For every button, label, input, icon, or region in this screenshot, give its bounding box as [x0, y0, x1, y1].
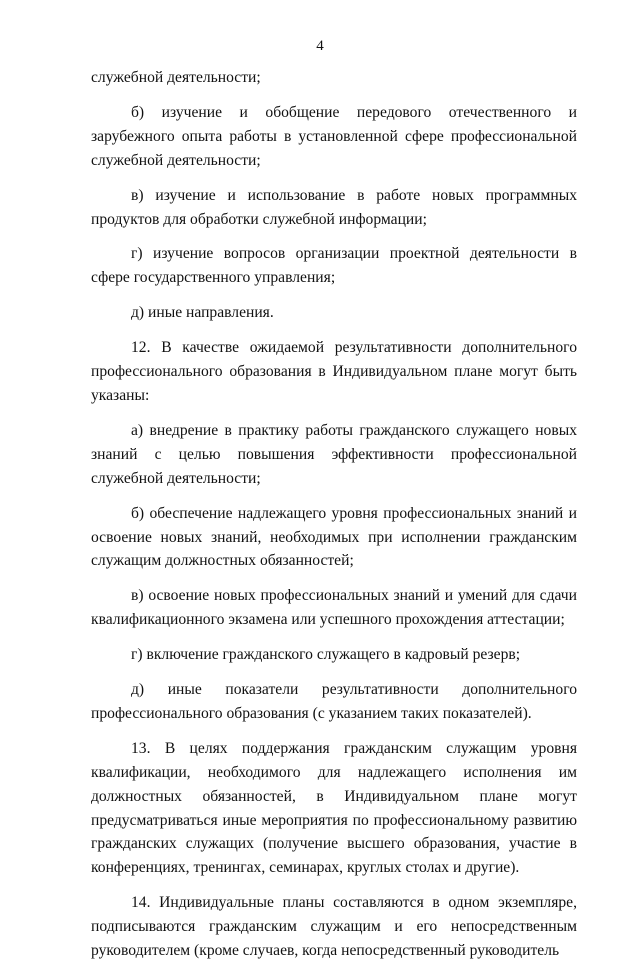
clause-12: 12. В качестве ожидаемой результативности дополнительного профессионального образования в Индивидуальном плане могут быть указаны:: [91, 339, 577, 404]
clause-13: 13. В целях поддержания гражданским служащим уровня квалификации, необходимого для надлежащего исполнения им должностных обязанностей, в Индивидуальном плане могут предусматриваться иные мероприятия по профессиональному развитию гражданских служащих (получение высшего образования, участие в конференциях, тренингах, семинарах, круглых столах и другие).: [91, 739, 577, 877]
list-item-d-other-indicators: д) иные показатели результативности дополнительного профессионального образования (с указанием таких показателей).: [91, 681, 577, 722]
list-item-g-reserve: г) включение гражданского служащего в кадровый резерв;: [131, 646, 521, 664]
document-body: [91, 66, 577, 963]
list-item-b-study-experience: б) изучение и обобщение передового отечественного и зарубежного опыта работы в установленной сфере профессиональной служебной деятельности;: [91, 103, 577, 169]
list-item-b-knowledge-level: б) обеспечение надлежащего уровня профессиональных знаний и освоение новых знаний, необходимых при исполнении гражданским служащим должностных обязанностей;: [91, 504, 577, 570]
list-item-d-other-directions: д) иные направления.: [131, 304, 274, 322]
list-item-a-implementation: а) внедрение в практику работы гражданского служащего новых знаний с целью повышения эффективности профессиональной служебной деятельности;: [91, 421, 577, 487]
list-item-v-software: в) изучение и использование в работе новых программных продуктов для обработки служебной информации;: [91, 186, 577, 228]
list-item-g-project-activity: г) изучение вопросов организации проектной деятельности в сфере государственного управления;: [91, 245, 577, 287]
page-number: 4: [316, 38, 324, 54]
clause-14: 14. Индивидуальные планы составляются в одном экземпляре, подписываются гражданским служащим и его непосредственным руководителем (кроме случаев, когда непосредственный руководитель: [91, 894, 577, 960]
paragraph-continuation: служебной деятельности;: [91, 69, 261, 86]
list-item-v-exam: в) освоение новых профессиональных знаний и умений для сдачи квалификационного экзамена или успешного прохождения аттестации;: [91, 587, 577, 629]
